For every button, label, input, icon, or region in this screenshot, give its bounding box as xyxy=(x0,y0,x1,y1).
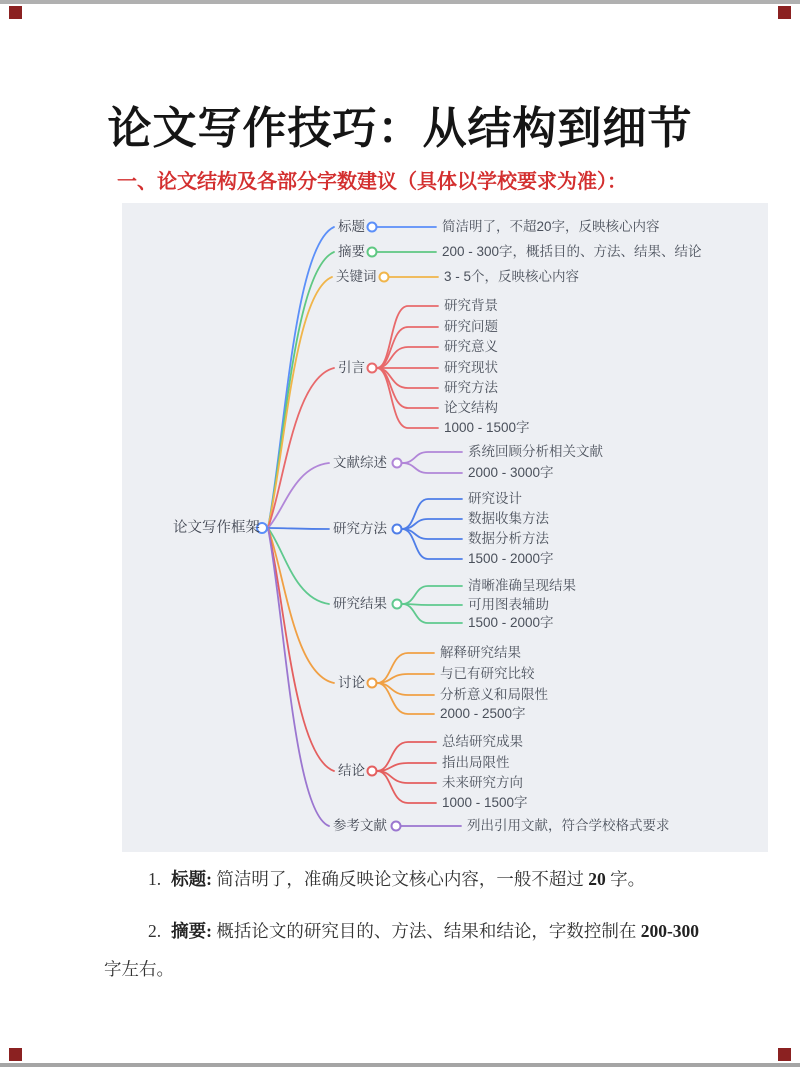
branch-label-conclusion: 结论 xyxy=(338,763,365,778)
branch-label-results: 研究结果 xyxy=(333,596,387,611)
mindmap-child: 数据收集方法 xyxy=(468,511,549,526)
top-edge-band xyxy=(0,0,800,4)
note-continuation: 字左右。 xyxy=(104,959,174,979)
mindmap-child: 2000 - 2500字 xyxy=(440,706,526,721)
note-term: 摘要: xyxy=(171,921,212,941)
bottom-edge-band xyxy=(0,1063,800,1067)
mindmap-child: 1500 - 2000字 xyxy=(468,551,554,566)
mindmap-child: 3 - 5个，反映核心内容 xyxy=(444,269,580,284)
mindmap-child: 200 - 300字，概括目的、方法、结果、结论 xyxy=(442,244,702,259)
branch-label-title: 标题 xyxy=(338,219,365,234)
node-circle xyxy=(392,822,401,831)
note-item-1 xyxy=(148,866,645,891)
branch-label-keywords: 关键词 xyxy=(336,269,377,284)
node-circle xyxy=(380,273,389,282)
mindmap-child: 1500 - 2000字 xyxy=(468,615,554,630)
mindmap-child: 研究方法 xyxy=(444,380,498,395)
mindmap-child: 研究问题 xyxy=(444,319,498,334)
mindmap-child: 研究背景 xyxy=(444,298,498,313)
branch-label-references: 参考文献 xyxy=(333,818,387,833)
mindmap-child: 列出引用文献，符合学校格式要求 xyxy=(467,818,670,833)
mindmap-child: 研究意义 xyxy=(444,339,498,354)
node-circle xyxy=(393,600,402,609)
corner-mark-bottom-right xyxy=(778,1048,791,1061)
corner-mark-bottom-left xyxy=(9,1048,22,1061)
node-circle xyxy=(368,767,377,776)
mindmap-child: 系统回顾分析相关文献 xyxy=(468,444,603,459)
note-strong: 200-300 xyxy=(640,921,700,941)
branch-label-methods: 研究方法 xyxy=(333,521,387,536)
mindmap-child: 研究现状 xyxy=(444,360,498,375)
mindmap-child: 解释研究结果 xyxy=(440,645,521,660)
mindmap-child: 与已有研究比较 xyxy=(440,666,535,681)
mindmap-child: 论文结构 xyxy=(444,400,498,415)
mindmap-root-label: 论文写作框架 xyxy=(173,520,260,536)
note-number: 1. xyxy=(148,869,162,889)
note-item-2 xyxy=(148,918,699,943)
mindmap-child: 1000 - 1500字 xyxy=(444,420,530,435)
note-strong: 20 xyxy=(588,869,606,889)
branch-label-review: 文献综述 xyxy=(333,455,387,470)
mindmap-child: 指出局限性 xyxy=(442,755,510,770)
mindmap-panel xyxy=(122,203,768,852)
node-circle xyxy=(393,459,402,468)
node-circle xyxy=(393,525,402,534)
mindmap-child: 研究设计 xyxy=(468,491,522,506)
mindmap-child: 未来研究方向 xyxy=(442,775,523,790)
mindmap-child: 清晰准确呈现结果 xyxy=(468,578,576,593)
mindmap-child: 2000 - 3000字 xyxy=(468,465,554,480)
note-tail: 字。 xyxy=(605,869,646,889)
page-title: 论文写作技巧：从结构到细节 xyxy=(107,103,693,154)
note-body: 简洁明了，准确反映论文核心内容，一般不超过 xyxy=(216,869,589,889)
mindmap-child: 分析意义和局限性 xyxy=(440,687,548,702)
mindmap-child: 简洁明了，不超20字，反映核心内容 xyxy=(442,219,660,234)
corner-mark-top-right xyxy=(778,6,791,19)
node-circle xyxy=(368,679,377,688)
branch-label-abstract: 摘要 xyxy=(338,244,365,259)
note-body: 概括论文的研究目的、方法、结果和结论，字数控制在 xyxy=(216,921,641,941)
branch-label-intro: 引言 xyxy=(338,360,365,375)
corner-mark-top-left xyxy=(9,6,22,19)
note-number: 2. xyxy=(148,921,162,941)
mindmap-child: 可用图表辅助 xyxy=(468,597,549,612)
node-circle xyxy=(368,248,377,257)
mindmap-child: 数据分析方法 xyxy=(468,531,549,546)
node-circle xyxy=(368,364,377,373)
node-circle xyxy=(368,223,377,232)
section-heading: 一、论文结构及各部分字数建议（具体以学校要求为准）： xyxy=(117,171,627,193)
branch-label-discussion: 讨论 xyxy=(338,675,365,690)
note-term: 标题: xyxy=(171,869,212,889)
mindmap-child: 1000 - 1500字 xyxy=(442,795,528,810)
mindmap-child: 总结研究成果 xyxy=(442,734,523,749)
